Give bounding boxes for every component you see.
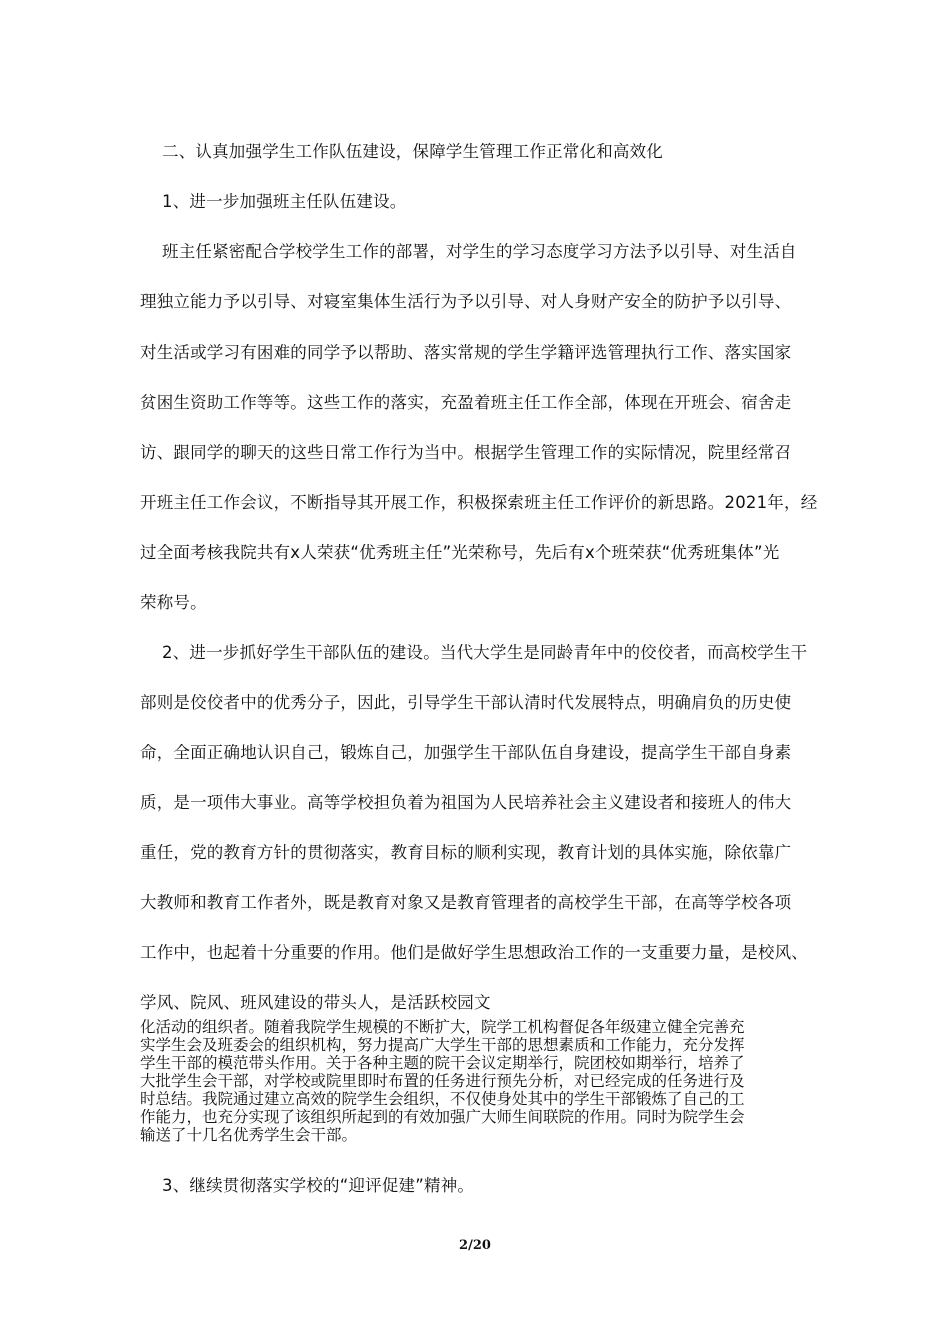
paragraph-line: 荣称号。 [140, 593, 207, 612]
item1-title: 1、进一步加强班主任队伍建设。 [162, 192, 407, 211]
paragraph-line: 开班主任工作会议，不断指导其开展工作，积极探索班主任工作评价的新思路。2021年，经 [140, 493, 818, 512]
page-number: 2/20 [459, 1238, 491, 1253]
paragraph-line: 理独立能力予以引导、对寝室集体生活行为予以引导、对人身财产安全的防护予以引导、 [140, 292, 792, 311]
paragraph-line: 班主任紧密配合学校学生工作的部署，对学生的学习态度学习方法予以引导、对生活自 [162, 242, 797, 261]
paragraph-line: 工作中，也起着十分重要的作用。他们是做好学生思想政治工作的一支重要力量，是校风、 [140, 943, 808, 962]
paragraph-line: 大批学生会干部，对学校或院里即时布置的任务进行预先分析，对已经完成的任务进行及 [140, 1072, 745, 1090]
paragraph-line: 化活动的组织者。随着我院学生规模的不断扩大，院学工机构督促各年级建立健全完善充 [140, 1018, 745, 1036]
paragraph-line: 质，是一项伟大事业。高等学校担负着为祖国为人民培养社会主义建设者和接班人的伟大 [140, 793, 792, 812]
paragraph-line: 对生活或学习有困难的同学予以帮助、落实常规的学生学籍评选管理执行工作、落实国家 [140, 343, 792, 362]
paragraph-line: 输送了十几名优秀学生会干部。 [140, 1126, 358, 1144]
paragraph-line: 实学生会及班委会的组织机构，努力提高广大学生干部的思想素质和工作能力，充分发挥 [140, 1036, 745, 1054]
section-heading: 二、认真加强学生工作队伍建设，保障学生管理工作正常化和高效化 [162, 142, 663, 161]
paragraph-line: 命，全面正确地认识自己，锻炼自己，加强学生干部队伍自身建设，提高学生干部自身素 [140, 743, 792, 762]
paragraph-line: 访、跟同学的聊天的这些日常工作行为当中。根据学生管理工作的实际情况，院里经常召 [140, 443, 792, 462]
item3-title: 3、继续贯彻落实学校的“迎评促建”精神。 [162, 1176, 475, 1195]
paragraph-line: 过全面考核我院共有x人荣获“优秀班主任”光荣称号，先后有x个班荣获“优秀班集体”光 [140, 543, 780, 562]
paragraph-line: 学风、院风、班风建设的带头人，是活跃校园文 [140, 993, 491, 1012]
paragraph-line: 学生干部的模范带头作用。关于各种主题的院干会议定期举行，院团校如期举行，培养了 [140, 1054, 745, 1072]
paragraph-line: 贫困生资助工作等等。这些工作的落实，充盈着班主任工作全部，体现在开班会、宿舍走 [140, 393, 792, 412]
paragraph-line: 时总结。我院通过建立高效的院学生会组织，不仅使身处其中的学生干部锻炼了自己的工 [140, 1090, 745, 1108]
paragraph-line: 2、进一步抓好学生干部队伍的建设。当代大学生是同龄青年中的佼佼者，而高校学生干 [162, 643, 808, 662]
paragraph-line: 作能力，也充分实现了该组织所起到的有效加强广大师生间联院的作用。同时为院学生会 [140, 1108, 745, 1126]
paragraph-line: 大教师和教育工作者外，既是教育对象又是教育管理者的高校学生干部，在高等学校各项 [140, 893, 792, 912]
paragraph-line: 部则是佼佼者中的优秀分子，因此，引导学生干部认清时代发展特点，明确肩负的历史使 [140, 693, 792, 712]
paragraph-line: 重任，党的教育方针的贯彻落实，教育目标的顺利实现，教育计划的具体实施，除依靠广 [140, 843, 792, 862]
